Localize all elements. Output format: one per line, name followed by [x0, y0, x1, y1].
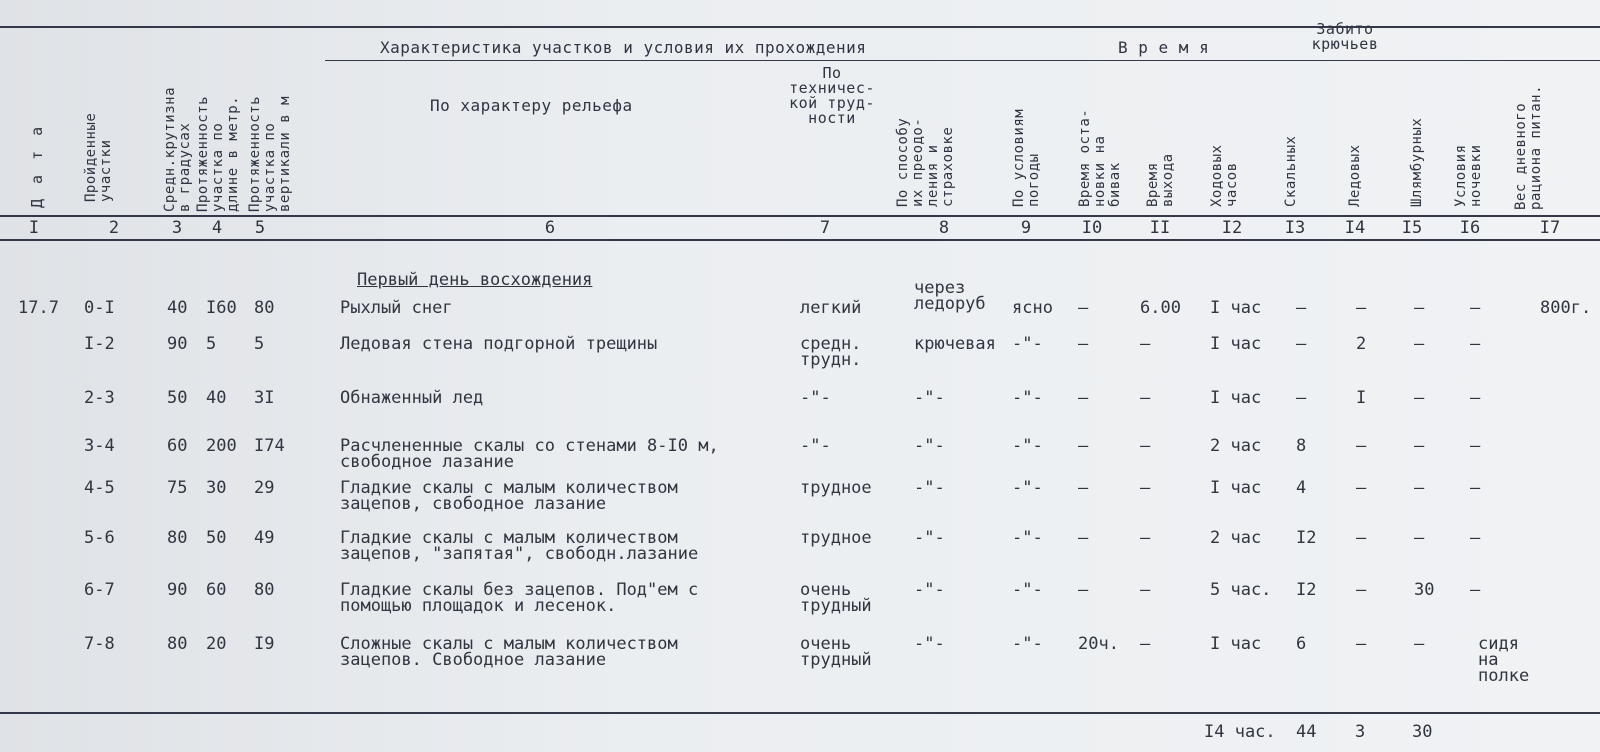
cell-night: –: [1470, 580, 1481, 600]
cell-ice: –: [1356, 298, 1367, 318]
total-rock: 44: [1296, 722, 1317, 742]
cell-stop: 20ч.: [1078, 634, 1119, 654]
header-method: По способу их преодо- ления и страховке: [895, 117, 956, 207]
totals-rule: [0, 712, 1600, 714]
header-technical: По техничес- кой труд- ности: [789, 64, 875, 127]
cell-length: 30: [206, 478, 227, 498]
cell-relief: Рыхлый снег: [340, 298, 453, 318]
cell-food: 800г.: [1540, 298, 1592, 318]
cell-steepness: 80: [167, 634, 188, 654]
header-time-group: В р е м я: [1118, 38, 1210, 57]
cell-ice: –: [1356, 528, 1367, 548]
cell-method: -"-: [914, 634, 945, 654]
cell-steepness: 50: [167, 388, 188, 408]
cell-stop: –: [1078, 334, 1089, 354]
cell-method: -"-: [914, 528, 945, 548]
cell-ice: –: [1356, 634, 1367, 654]
cell-stop: –: [1078, 580, 1089, 600]
cell-weather: -"-: [1012, 388, 1043, 408]
cell-length: 50: [206, 528, 227, 548]
col-number: 2: [108, 218, 120, 238]
cell-weather: ясно: [1012, 298, 1053, 318]
cell-length: I60: [206, 298, 237, 318]
header-rock: Скальных: [1283, 135, 1299, 207]
cell-vertical: I9: [254, 634, 275, 654]
cell-segment: 4-5: [84, 478, 115, 498]
cell-start: –: [1140, 436, 1151, 456]
group-rule: [325, 60, 1600, 61]
cell-bolt: 30: [1414, 580, 1435, 600]
cell-night: –: [1470, 298, 1481, 318]
cell-vertical: 49: [254, 528, 275, 548]
cell-relief: Гладкие скалы с малым количеством зацепов, свободное лазание: [340, 478, 678, 514]
cell-relief: Обнаженный лед: [340, 388, 484, 408]
cell-bolt: –: [1414, 528, 1425, 548]
cell-segment: I-2: [84, 334, 115, 354]
total-ice: 3: [1355, 722, 1366, 742]
cell-rock: 4: [1296, 478, 1307, 498]
cell-vertical: 80: [254, 580, 275, 600]
cell-weather: -"-: [1012, 634, 1043, 654]
header-night: Условия ночевки: [1453, 144, 1484, 207]
cell-hours: I час: [1210, 478, 1262, 498]
col-number: I5: [1401, 218, 1423, 238]
header-weather: По условиям погоды: [1011, 108, 1042, 207]
cell-segment: 2-3: [84, 388, 115, 408]
cell-technical: трудное: [800, 478, 872, 498]
cell-technical: -"-: [800, 388, 831, 408]
cell-steepness: 40: [167, 298, 188, 318]
header-vertical: Протяженность участка по вертикали в м: [247, 95, 293, 212]
cell-bolt: –: [1414, 298, 1425, 318]
cell-start: –: [1140, 528, 1151, 548]
col-number: I4: [1344, 218, 1366, 238]
cell-vertical: 3I: [254, 388, 275, 408]
cell-segment: 5-6: [84, 528, 115, 548]
cell-method: -"-: [914, 478, 945, 498]
cell-weather: -"-: [1012, 528, 1043, 548]
cell-vertical: 29: [254, 478, 275, 498]
header-bottom-rule: [0, 215, 1600, 217]
cell-vertical: 5: [254, 334, 265, 354]
col-number: 7: [819, 218, 831, 238]
cell-vertical: 80: [254, 298, 275, 318]
cell-technical: средн. трудн.: [800, 334, 862, 370]
cell-technical: легкий: [800, 298, 862, 318]
section-title: Первый день восхождения: [357, 270, 593, 290]
cell-start: –: [1140, 334, 1151, 354]
cell-ice: I: [1356, 388, 1367, 408]
cell-weather: -"-: [1012, 334, 1043, 354]
cell-hours: I час: [1210, 388, 1262, 408]
cell-start: –: [1140, 634, 1151, 654]
cell-start: –: [1140, 580, 1151, 600]
cell-segment: 0-I: [84, 298, 115, 318]
cell-steepness: 90: [167, 334, 188, 354]
cell-length: 40: [206, 388, 227, 408]
cell-technical: -"-: [800, 436, 831, 456]
cell-steepness: 90: [167, 580, 188, 600]
cell-length: 200: [206, 436, 237, 456]
header-start: Время выхода: [1145, 153, 1176, 207]
cell-weather: -"-: [1012, 436, 1043, 456]
col-number: I0: [1081, 218, 1103, 238]
cell-steepness: 80: [167, 528, 188, 548]
numbers-bottom-rule: [0, 239, 1600, 241]
cell-rock: I2: [1296, 580, 1317, 600]
header-relief: По характеру рельефа: [430, 96, 633, 115]
cell-weather: -"-: [1012, 580, 1043, 600]
cell-hours: 5 час.: [1210, 580, 1272, 600]
header-pitons-group: Забито крючьев: [1311, 20, 1379, 53]
cell-bolt: –: [1414, 388, 1425, 408]
header-characteristics-group: Характеристика участков и условия их прохождения: [380, 38, 867, 57]
cell-ice: –: [1356, 436, 1367, 456]
header-bolt: Шлямбурных: [1409, 117, 1425, 207]
cell-weather: -"-: [1012, 478, 1043, 498]
col-number: 8: [938, 218, 950, 238]
total-hours: I4 час.: [1204, 722, 1276, 742]
cell-night: –: [1470, 478, 1481, 498]
cell-bolt: –: [1414, 478, 1425, 498]
cell-start: –: [1140, 388, 1151, 408]
cell-night: –: [1470, 436, 1481, 456]
cell-stop: –: [1078, 436, 1089, 456]
cell-method: -"-: [914, 436, 945, 456]
cell-method: крючевая: [914, 334, 996, 354]
cell-segment: 3-4: [84, 436, 115, 456]
col-number: I: [28, 218, 40, 238]
cell-night: –: [1470, 334, 1481, 354]
cell-technical: очень трудный: [800, 580, 872, 616]
cell-stop: –: [1078, 388, 1089, 408]
total-bolt: 30: [1412, 722, 1433, 742]
cell-hours: 2 час: [1210, 528, 1262, 548]
col-number: II: [1149, 218, 1171, 238]
col-number: 3: [171, 218, 183, 238]
cell-night: –: [1470, 388, 1481, 408]
cell-rock: 6: [1296, 634, 1307, 654]
cell-relief: Ледовая стена подгорной трещины: [340, 334, 658, 354]
cell-vertical: I74: [254, 436, 285, 456]
cell-bolt: –: [1414, 334, 1425, 354]
cell-night: –: [1470, 528, 1481, 548]
col-number: I6: [1459, 218, 1481, 238]
cell-relief: Гладкие скалы без зацепов. Под"ем с помощью площадок и лесенок.: [340, 580, 699, 616]
header-segments: Пройденные участки: [83, 112, 114, 202]
header-length: Протяженность участка по длине в метр.: [195, 95, 241, 212]
cell-stop: –: [1078, 528, 1089, 548]
header-hours: Ходовых часов: [1209, 144, 1240, 207]
cell-bolt: –: [1414, 634, 1425, 654]
cell-relief: Гладкие скалы с малым количеством зацепов, "запятая", свободн.лазание: [340, 528, 699, 564]
cell-hours: I час: [1210, 634, 1262, 654]
header-food: Вес дневного рациона питан.: [1513, 84, 1544, 210]
cell-hours: 2 час: [1210, 436, 1262, 456]
cell-start: –: [1140, 478, 1151, 498]
cell-start: 6.00: [1140, 298, 1181, 318]
col-number: 5: [254, 218, 266, 238]
cell-stop: –: [1078, 298, 1089, 318]
cell-method: -"-: [914, 580, 945, 600]
cell-relief: Расчлененные скалы со стенами 8-I0 м, свободное лазание: [340, 436, 719, 472]
header-stop: Время оста- новки на бивак: [1077, 108, 1123, 207]
header-ice: Ледовых: [1347, 144, 1363, 207]
header-steepness: Средн.крутизна в градусах: [162, 86, 193, 212]
cell-method: -"-: [914, 388, 945, 408]
cell-night: сидя на полке: [1478, 634, 1530, 686]
cell-steepness: 75: [167, 478, 188, 498]
cell-rock: –: [1296, 334, 1307, 354]
cell-rock: –: [1296, 298, 1307, 318]
cell-technical: трудное: [800, 528, 872, 548]
cell-length: 60: [206, 580, 227, 600]
cell-rock: I2: [1296, 528, 1317, 548]
cell-ice: –: [1356, 478, 1367, 498]
cell-rock: 8: [1296, 436, 1307, 456]
cell-hours: I час: [1210, 298, 1262, 318]
col-number: 9: [1020, 218, 1032, 238]
cell-relief: Сложные скалы с малым количеством зацепов. Свободное лазание: [340, 634, 678, 670]
cell-segment: 7-8: [84, 634, 115, 654]
cell-rock: –: [1296, 388, 1307, 408]
cell-hours: I час: [1210, 334, 1262, 354]
cell-segment: 6-7: [84, 580, 115, 600]
cell-bolt: –: [1414, 436, 1425, 456]
cell-length: 20: [206, 634, 227, 654]
cell-ice: 2: [1356, 334, 1367, 354]
cell-steepness: 60: [167, 436, 188, 456]
cell-method: через ледоруб: [914, 278, 986, 314]
header-date: Д а т а: [28, 123, 46, 208]
cell-date: 17.7: [18, 298, 59, 318]
cell-length: 5: [206, 334, 217, 354]
col-number: I7: [1539, 218, 1561, 238]
col-number: 6: [544, 218, 556, 238]
col-number: I2: [1221, 218, 1243, 238]
col-number: I3: [1284, 218, 1306, 238]
col-number: 4: [211, 218, 223, 238]
cell-technical: очень трудный: [800, 634, 872, 670]
cell-ice: –: [1356, 580, 1367, 600]
cell-stop: –: [1078, 478, 1089, 498]
